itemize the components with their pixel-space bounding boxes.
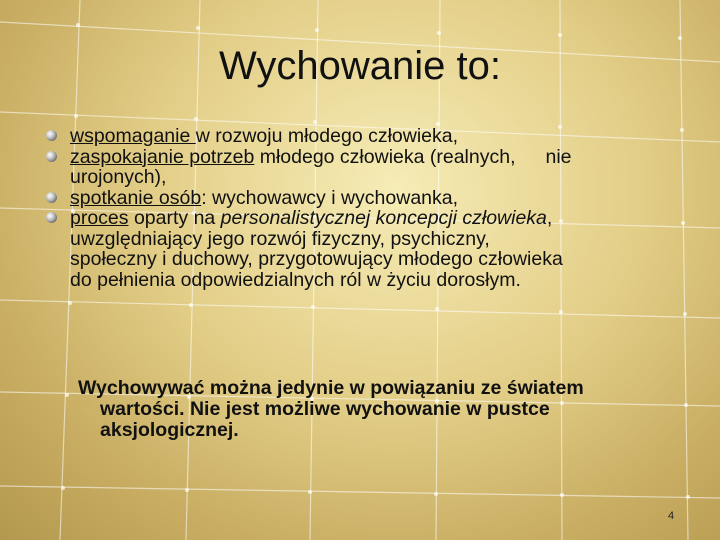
bullet-2-text: młodego człowieka (realnych, xyxy=(254,145,516,168)
bullet-4-italic: personalistycznej koncepcji człowieka xyxy=(220,207,547,229)
bullet-item-1 xyxy=(46,126,686,147)
bullet-icon xyxy=(46,151,57,162)
bullet-item-3 xyxy=(46,188,686,209)
bullet-list xyxy=(46,126,686,290)
bullet-3-text: : wychowawcy i wychowanka, xyxy=(201,186,459,209)
conclusion-line-3: aksjologicznej. xyxy=(100,419,239,441)
page-number: 4 xyxy=(668,510,675,522)
bullet-2-line2: urojonych), xyxy=(70,166,167,188)
bullet-4-text-end: , xyxy=(546,207,553,229)
bullet-4-line2: uwzględniający jego rozwój fizyczny, psychiczny, xyxy=(70,227,490,250)
bullet-4-line3: społeczny i duchowy, przygotowujący młodego człowieka xyxy=(70,248,563,270)
bullet-1-underlined: wspomaganie xyxy=(70,125,196,147)
bullet-4-text: oparty na xyxy=(128,207,221,229)
slide-title xyxy=(0,44,720,89)
bullet-3-underlined: spotkanie osób xyxy=(70,186,202,209)
bullet-4-line4: do pełnienia odpowiedzialnych ról w życiu dorosłym. xyxy=(70,268,521,291)
bullet-icon xyxy=(46,130,57,141)
slide-title-text: Wychowanie to: xyxy=(219,44,501,88)
bullet-icon xyxy=(46,212,57,223)
bullet-1-text: w rozwoju młodego człowieka, xyxy=(195,125,459,147)
conclusion-paragraph xyxy=(78,378,718,441)
bullet-4-underlined: proces xyxy=(70,207,129,229)
conclusion-line-2: wartości. Nie jest możliwe wychowanie w pustce xyxy=(100,398,550,420)
bullet-item-2 xyxy=(46,147,686,188)
conclusion-line-1: Wychowywać można jedynie w powiązaniu ze światem xyxy=(78,377,584,399)
bullet-2-underlined: zaspokajanie potrzeb xyxy=(70,145,255,168)
bullet-2-tail: nie xyxy=(545,145,572,168)
bullet-icon xyxy=(46,192,57,203)
bullet-item-4 xyxy=(46,208,686,290)
